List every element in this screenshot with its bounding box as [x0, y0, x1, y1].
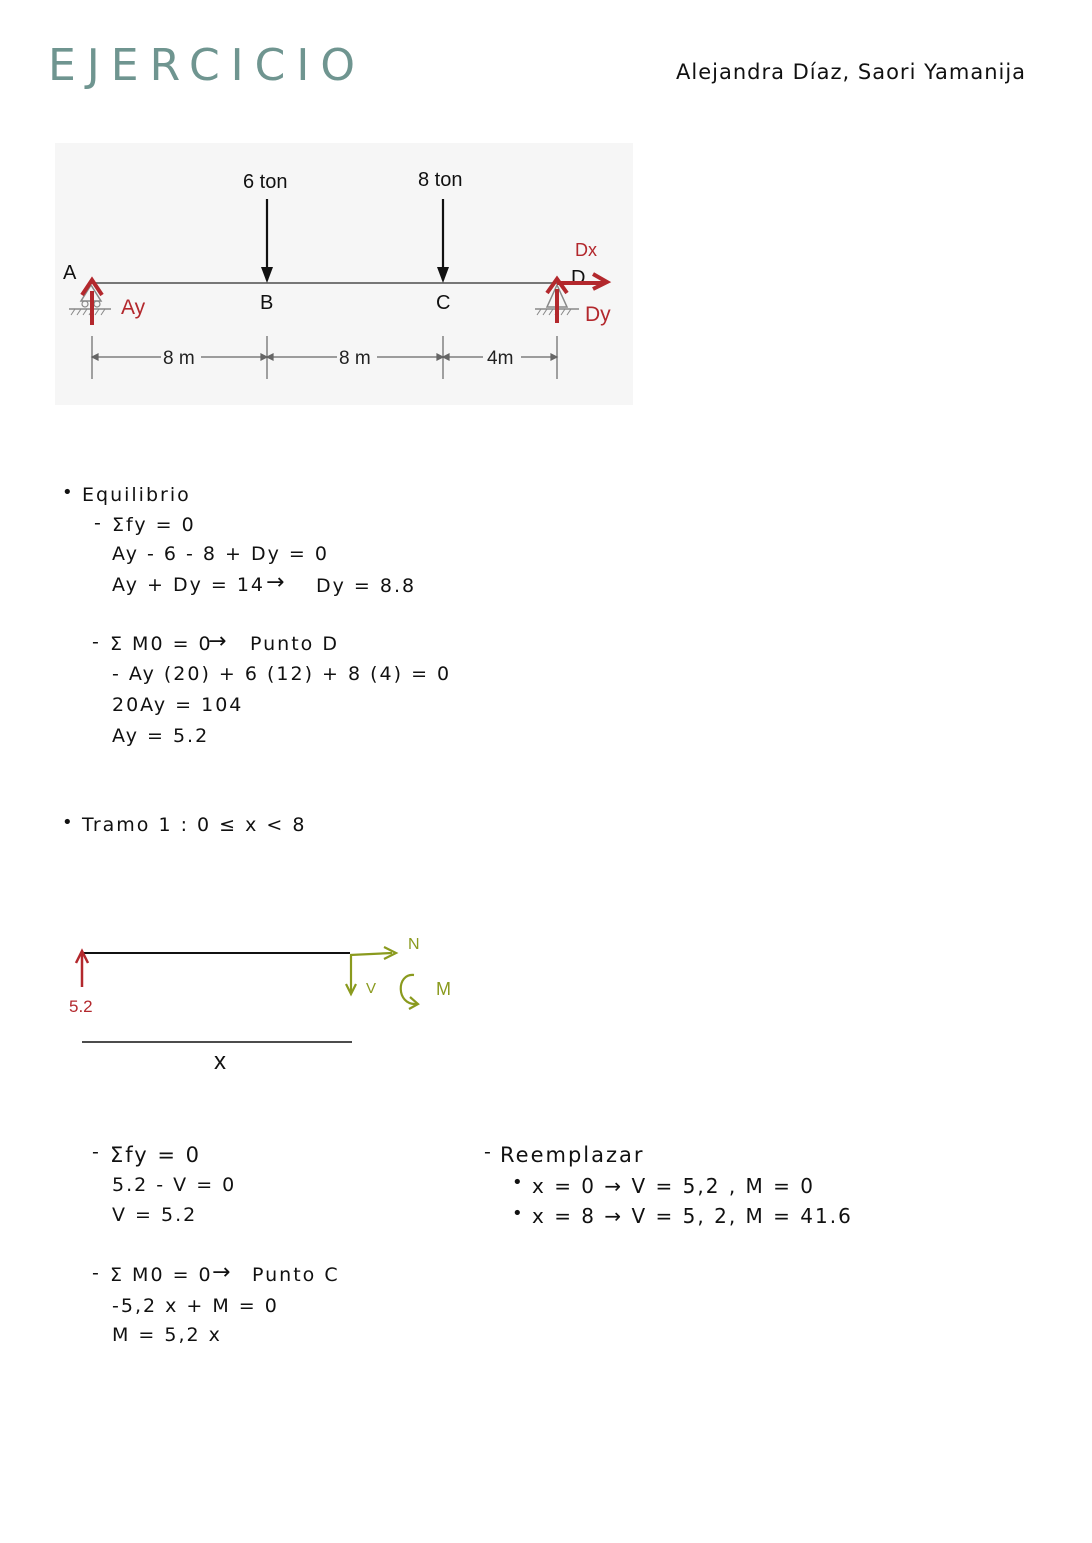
dash: - — [92, 1262, 101, 1284]
span-label-ab: 8 m — [163, 348, 195, 369]
normal-label: N — [408, 936, 420, 953]
beam-diagram — [55, 143, 633, 405]
tramo1-eq3: -5,2 x + M = 0 — [112, 1295, 279, 1317]
tramo1-heading: Tramo 1 : 0 ≤ x < 8 — [82, 814, 307, 836]
free-body-diagram — [60, 925, 480, 1085]
point-label-c: C — [436, 292, 451, 314]
reemplazar-line1: x = 0 → V = 5,2 , M = 0 — [532, 1174, 815, 1198]
normal-arrow — [350, 947, 396, 959]
reaction-dx-label: Dx — [575, 240, 597, 260]
tramo1-eq4: M = 5,2 x — [112, 1324, 222, 1346]
shear-label: V — [366, 980, 377, 997]
tramo1-punto: Punto C — [252, 1264, 340, 1286]
equilibrio-eq4: 20Ay = 104 — [112, 694, 244, 716]
tramo1-eq2: V = 5.2 — [112, 1204, 198, 1226]
dash: - — [94, 512, 103, 534]
reemplazar-heading: Reemplazar — [500, 1143, 645, 1167]
equilibrio-dy-result: Dy = 8.8 — [316, 575, 417, 597]
authors: Alejandra Díaz, Saori Yamanija — [676, 60, 1027, 84]
shear-arrow — [346, 955, 356, 994]
tramo1-sum-m: Σ M0 = 0 — [110, 1264, 213, 1286]
arrow-icon: → — [266, 570, 287, 595]
length-label: x — [214, 1048, 226, 1075]
equilibrio-punto: Punto D — [250, 633, 339, 655]
span-label-bc: 8 m — [339, 348, 371, 369]
point-label-b: B — [260, 292, 274, 314]
arrow-icon: → — [212, 1260, 233, 1285]
equilibrio-eq5: Ay = 5.2 — [112, 725, 210, 747]
reaction-ay-label: Ay — [121, 296, 146, 319]
span-label-cd: 4m — [487, 348, 514, 369]
point-label-d: D — [571, 267, 586, 289]
equilibrio-eq3: - Ay (20) + 6 (12) + 8 (4) = 0 — [112, 663, 452, 685]
arrow-icon: → — [208, 629, 229, 654]
tramo1-sum-fy: Σfy = 0 — [110, 1143, 202, 1167]
page-title: EJERCICIO — [48, 40, 366, 91]
load-label-8: 8 ton — [418, 169, 463, 191]
equilibrio-sum-m: Σ M0 = 0 — [110, 633, 213, 655]
load-label-6: 6 ton — [243, 171, 288, 193]
equilibrio-eq2: Ay + Dy = 14 — [112, 574, 266, 596]
equilibrio-eq1: Ay - 6 - 8 + Dy = 0 — [112, 543, 329, 565]
point-label-a: A — [63, 262, 77, 284]
moment-arrow — [401, 975, 418, 1009]
equilibrio-heading: Equilibrio — [82, 484, 191, 506]
bullet-dot: • — [62, 812, 73, 833]
reaction-dy-label: Dy — [585, 303, 611, 326]
reaction-value: 5.2 — [69, 997, 93, 1016]
bullet-dot: • — [512, 1203, 523, 1224]
bullet-dot: • — [512, 1172, 523, 1193]
tramo1-eq1: 5.2 - V = 0 — [112, 1174, 237, 1196]
reemplazar-line2: x = 8 → V = 5, 2, M = 41.6 — [532, 1204, 853, 1228]
bullet-dot: • — [62, 482, 73, 503]
moment-label: M — [436, 979, 451, 999]
dash: - — [484, 1141, 493, 1163]
dash: - — [92, 631, 101, 653]
reaction-arrow — [76, 951, 88, 987]
equilibrio-sum-fy: Σfy = 0 — [112, 514, 196, 536]
dash: - — [92, 1141, 101, 1163]
